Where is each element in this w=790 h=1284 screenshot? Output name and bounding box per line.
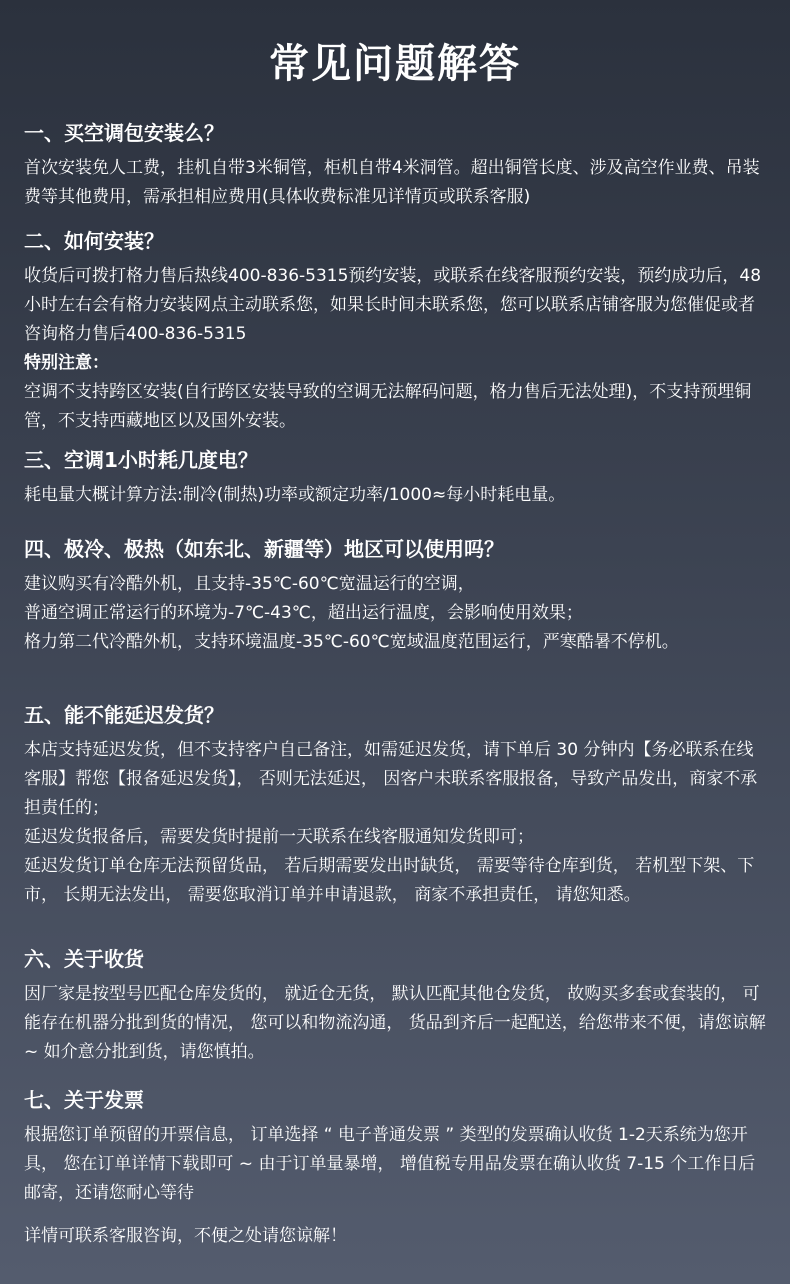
faq-section-3 — [24, 445, 768, 510]
faq-question: 五、能不能延迟发货？ — [24, 703, 224, 727]
faq-answer: 本店支持延迟发货，但不支持客户自己备注，如需延迟发货，请下单后 30 分钟内【务必联系在线客服】帮您【报备延迟发货】， 否则无法延迟， 因客户未联系客服报备，导致产品发出，商家不承担责任的； 延迟发货报备后，需要发货时提前一天联系在线客服通知发货即可； 延迟发货订单仓库无法预留货品， 若后期需要发出时缺货， 需要等待仓库到货， 若机型下架、下市， 长期无法发出， 需要您取消订单并申请退款， 商家不承担责任， 请您知悉。 — [24, 740, 758, 905]
page-title: 常见问题解答 — [269, 41, 521, 87]
faq-section-7 — [24, 1085, 768, 1208]
faq-section-1 — [24, 118, 768, 212]
faq-question: 六、关于收货 — [24, 947, 144, 971]
special-note: 空调不支持跨区安装(自行跨区安装导致的空调无法解码问题，格力售后无法处理)，不支持预埋铜管，不支持西藏地区以及国外安装。 — [24, 382, 752, 431]
faq-answer: 耗电量大概计算方法:制冷(制热)功率或额定功率/1000≈每小时耗电量。 — [24, 485, 566, 505]
faq-section-5 — [24, 700, 768, 910]
faq-question: 一、买空调包安装么？ — [24, 121, 224, 145]
faq-answer: 根据您订单预留的开票信息， 订单选择 “ 电子普通发票 ” 类型的发票确认收货 1-2天系统为您开具， 您在订单详情下载即可 ~ 由于订单量暴增， 增值税专用品发票在确认收货 7-15 个工作日后邮寄，还请您耐心等待 — [24, 1125, 756, 1203]
faq-answer: 因厂家是按型号匹配仓库发货的， 就近仓无货， 默认匹配其他仓发货， 故购买多套或套装的， 可能存在机器分批到货的情况， 您可以和物流沟通， 货品到齐后一起配送，给您带来不便，请您谅解 ~ 如介意分批到货，请您慎拍。 — [24, 984, 766, 1062]
faq-question: 三、空调1小时耗几度电？ — [24, 448, 258, 472]
faq-question: 四、极冷、极热（如东北、新疆等）地区可以使用吗？ — [24, 537, 504, 561]
faq-answer: 收货后可拨打格力售后热线400-836-5315预约安装，或联系在线客服预约安装，预约成功后，48小时左右会有格力安装网点主动联系您，如果长时间未联系您，您可以联系店铺客服为您催促或者咨询格力售后400-836-5315 — [24, 266, 762, 344]
faq-section-4 — [24, 534, 768, 657]
footer-note: 详情可联系客服咨询，不便之处请您谅解！ — [24, 1226, 347, 1246]
faq-question: 七、关于发票 — [24, 1088, 144, 1112]
faq-answer: 建议购买有冷酷外机，且支持-35℃-60℃宽温运行的空调， 普通空调正常运行的环境为-7℃-43℃，超出运行温度，会影响使用效果； 格力第二代冷酷外机，支持环境温度-35℃-60℃宽域温度范围运行，严寒酷暑不停机。 — [24, 574, 679, 652]
faq-answer: 首次安装免人工费，挂机自带3米铜管，柜机自带4米洞管。超出铜管长度、涉及高空作业费、吊装费等其他费用，需承担相应费用(具体收费标准见详情页或联系客服) — [24, 158, 760, 207]
faq-question: 二、如何安装？ — [24, 229, 164, 253]
faq-section-6 — [24, 944, 768, 1067]
faq-section-2 — [24, 226, 768, 436]
special-note-title: 特别注意： — [24, 353, 109, 373]
